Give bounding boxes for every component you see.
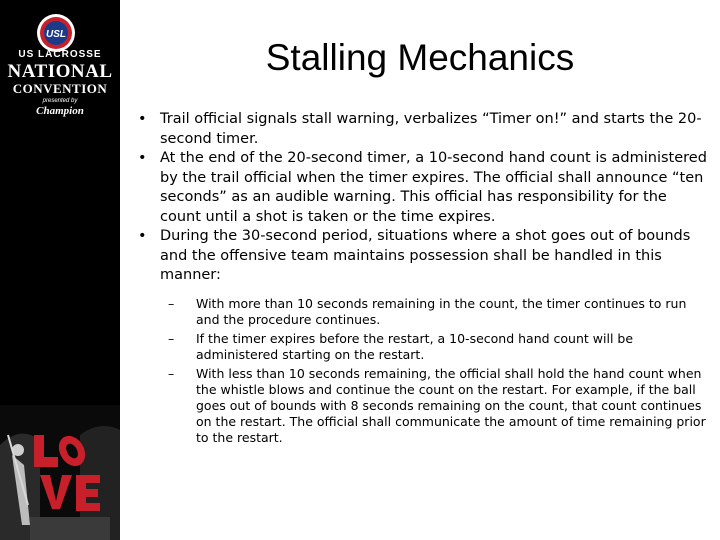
sub-bullet-text: If the timer expires before the restart, a 10-second hand count will be administered starting on the restart.: [196, 330, 634, 362]
sub-bullet-item: [164, 296, 708, 328]
sponsor-logo: Champion: [36, 105, 84, 117]
brand-line1: US LACROSSE: [18, 49, 102, 60]
bullet-text: At the end of the 20-second timer, a 10-second hand count is administered by the trail official when the timer expires. The official shall announce “ten seconds” as an audible warning. This official has responsibility for the count until a shot is taken or the time expires.: [160, 150, 707, 225]
bullet-item: [136, 110, 708, 149]
sub-bullet-list: [164, 296, 708, 446]
sub-bullet-marker: –: [168, 330, 175, 346]
sub-bullet-text: With less than 10 seconds remaining, the official shall hold the hand count when the whistle blows and continue the count on the restart. For example, if the ball goes out of bounds with 8 seconds remaining on the count, that count continues on the restart. The official shall communicate the amount of time remaining prior to the restart.: [196, 365, 706, 445]
sub-bullet-marker: –: [168, 295, 175, 311]
sub-bullet-item: [164, 366, 708, 446]
bullet-marker: •: [138, 111, 147, 127]
slide-body: [136, 110, 708, 449]
brand-line2: NATIONAL: [7, 61, 113, 82]
sidebar: [0, 0, 120, 540]
bullet-marker: •: [138, 150, 147, 166]
brand-block: [4, 50, 116, 117]
bullet-list: [136, 110, 708, 446]
bullet-text: During the 30-second period, situations where a shot goes out of bounds and the offensive team maintains possession shall be handled in this manner:: [160, 228, 691, 283]
sub-bullet-item: [164, 331, 708, 363]
sub-bullet-marker: –: [168, 365, 175, 381]
usl-logo: [36, 13, 76, 53]
sub-bullet-text: With more than 10 seconds remaining in the count, the timer continues to run and the procedure continues.: [196, 295, 687, 327]
love-sculpture-image: [0, 405, 120, 540]
logo-badge-text: USL: [46, 29, 66, 40]
bullet-item: [136, 149, 708, 227]
slide-title: Stalling Mechanics: [265, 37, 575, 78]
brand-line3: CONVENTION: [12, 81, 108, 96]
bullet-text: Trail official signals stall warning, verbalizes “Timer on!” and starts the 20-second timer.: [160, 111, 702, 147]
brand-presented: presented by: [42, 98, 78, 104]
bullet-item: [136, 227, 708, 446]
bullet-marker: •: [138, 228, 147, 244]
